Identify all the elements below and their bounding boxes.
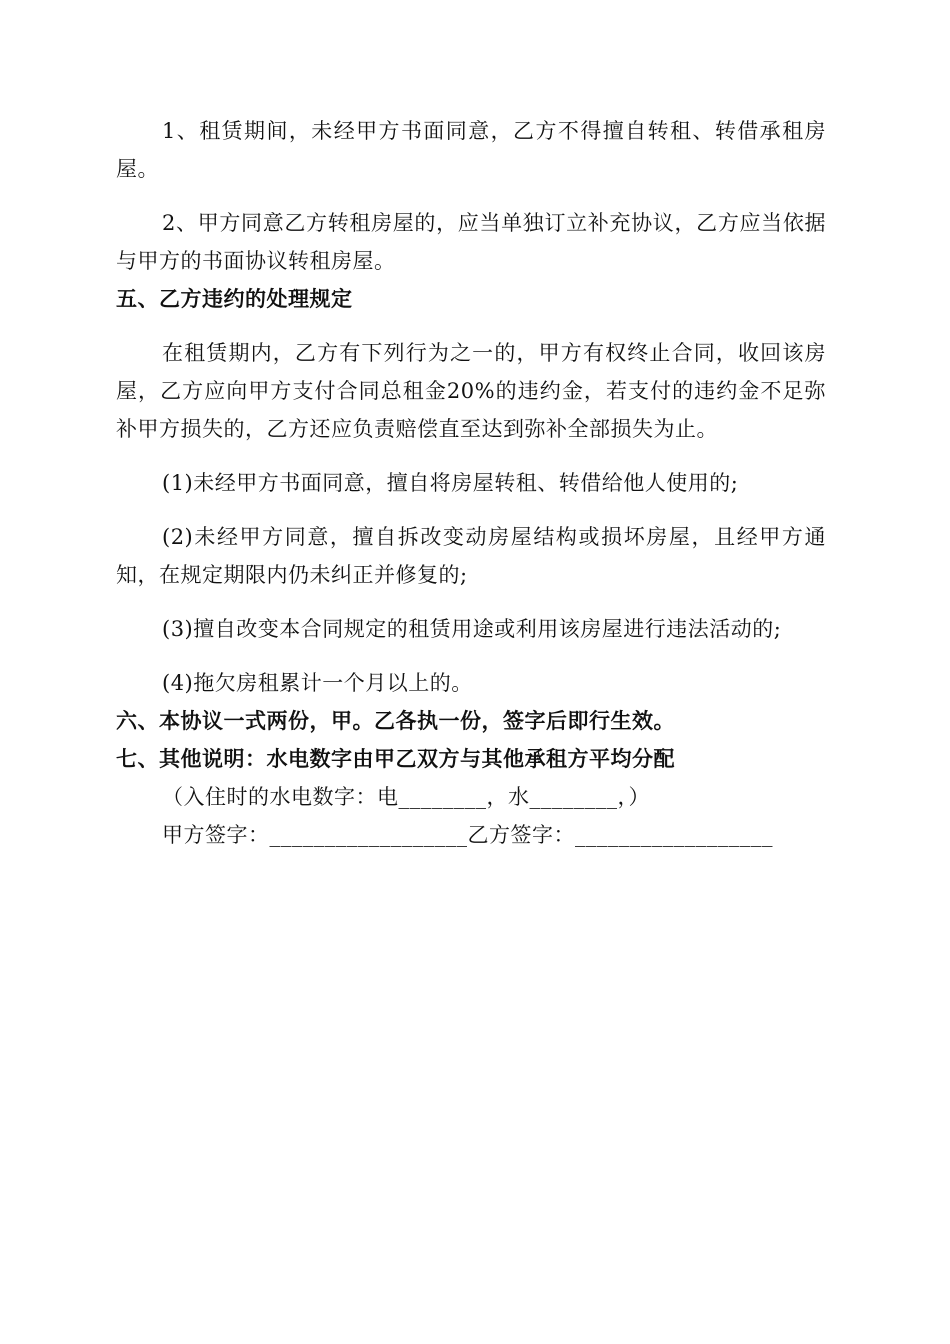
clause-3: (3)擅自改变本合同规定的租赁用途或利用该房屋进行违法活动的; — [162, 617, 782, 641]
section-heading-7: 七、其他说明：水电数字由甲乙双方与其他承租方平均分配 — [116, 747, 675, 771]
clause-4: (4)拖欠房租累计一个月以上的。 — [162, 671, 473, 695]
section-5-paragraph: 在租赁期内，乙方有下列行为之一的，甲方有权终止合同，收回该房屋，乙方应向甲方支付合同总租金20%的违约金，若支付的违约金不足弥补甲方损失的，乙方还应负责赔偿直至达到弥补全部损失为止。 — [116, 341, 826, 441]
document-body — [116, 112, 826, 854]
item-1: 1、租赁期间，未经甲方书面同意，乙方不得擅自转租、转借承租房屋。 — [116, 119, 826, 181]
clause-1: (1)未经甲方书面同意，擅自将房屋转租、转借给他人使用的; — [162, 471, 739, 495]
meter-reading-line: （入住时的水电数字：电________，水________，） — [162, 785, 650, 809]
signature-line: 甲方签字：__________________乙方签字：__________________ — [162, 823, 773, 847]
section-heading-5: 五、乙方违约的处理规定 — [116, 287, 353, 311]
clause-2: (2)未经甲方同意，擅自拆改变动房屋结构或损坏房屋，且经甲方通知，在规定期限内仍未纠正并修复的; — [116, 525, 826, 587]
item-2: 2、甲方同意乙方转租房屋的，应当单独订立补充协议，乙方应当依据与甲方的书面协议转租房屋。 — [116, 211, 826, 273]
section-heading-6: 六、本协议一式两份，甲。乙各执一份，签字后即行生效。 — [116, 709, 675, 733]
